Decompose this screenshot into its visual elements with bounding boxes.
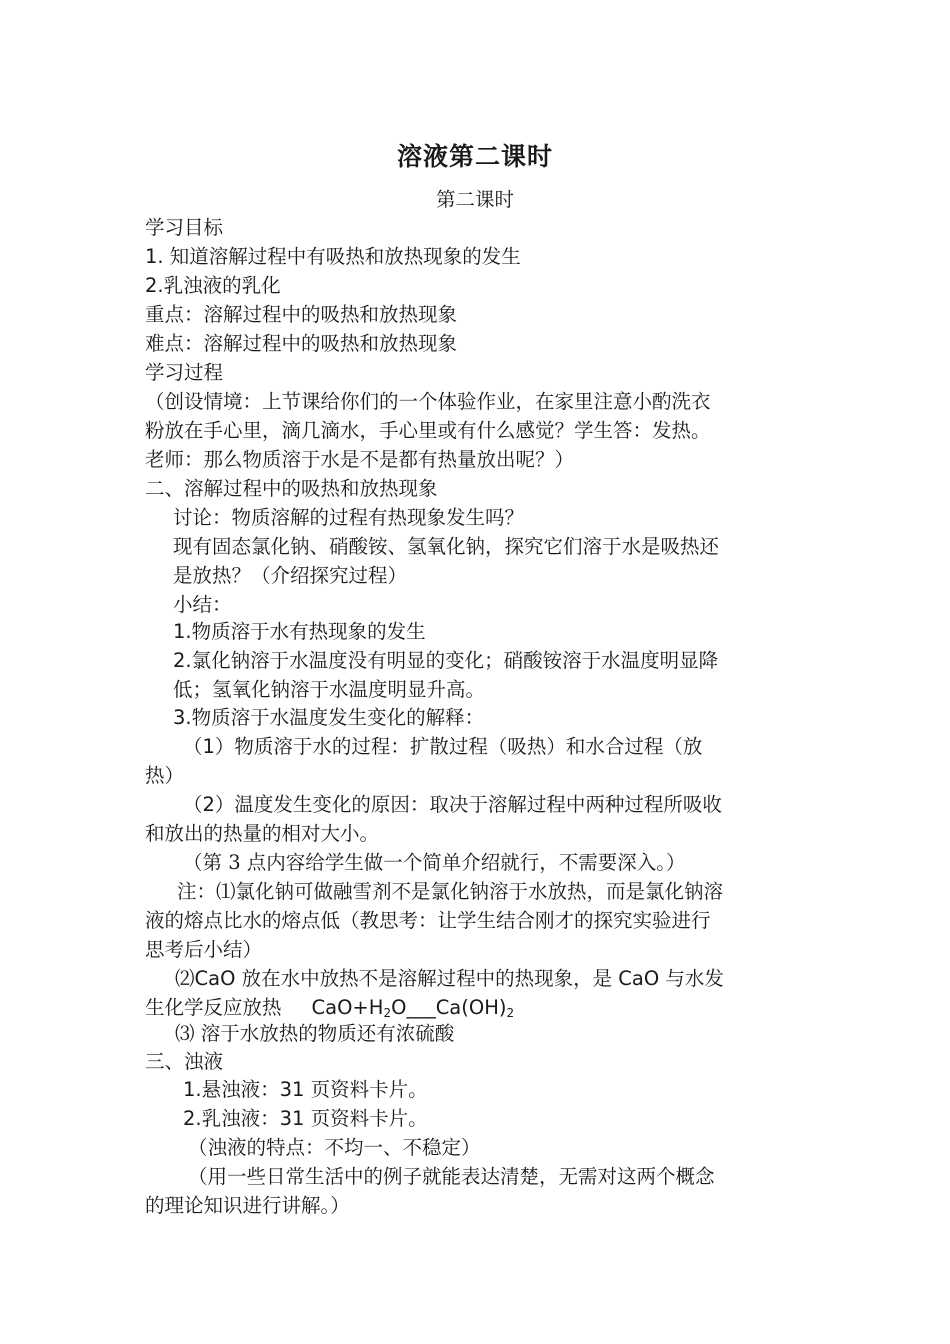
doc-subtitle: 第二课时 — [435, 188, 514, 211]
paragraph-line: 热） — [145, 764, 185, 787]
equation-product: Ca(OH) — [435, 996, 507, 1019]
paragraph-line: （用一些日常生活中的例子就能表达清楚，无需对这两个概念 — [188, 1165, 715, 1188]
summary-item-2: 2.氯化钠溶于水温度没有明显的变化；硝酸铵溶于水温度明显降 — [173, 649, 719, 672]
paragraph-line: 现有固态氯化钠、硝酸铵、氢氧化钠，探究它们溶于水是吸热还 — [173, 535, 720, 558]
paragraph-line: 是放热？（介绍探究过程） — [173, 564, 408, 587]
reaction-line — [145, 996, 514, 1020]
paragraph-line: 的理论知识进行讲解。） — [145, 1194, 350, 1217]
summary-item-3: 3.物质溶于水温度发生变化的解释： — [173, 706, 485, 729]
section-heading-process: 学习过程 — [145, 361, 224, 384]
objective-1: 1. 知道溶解过程中有吸热和放热现象的发生 — [145, 245, 521, 268]
note-2: ⑵CaO 放在水中放热不是溶解过程中的热现象，是 CaO 与水发 — [175, 967, 724, 990]
paragraph-line: （创设情境：上节课给你们的一个体验作业，在家里注意小酌洗衣 — [145, 390, 711, 413]
section-heading-objectives: 学习目标 — [145, 216, 224, 239]
section-heading-3: 三、浊液 — [145, 1050, 224, 1073]
list-item: 1.悬浊液：31 页资料卡片。 — [183, 1078, 428, 1101]
difficult-point: 难点：溶解过程中的吸热和放热现象 — [145, 332, 458, 355]
paragraph-line: （浊液的特点：不均一、不稳定） — [188, 1136, 481, 1159]
paragraph-line: 和放出的热量的相对大小。 — [145, 822, 380, 845]
paragraph-line: 思考后小结） — [145, 938, 263, 961]
paragraph-line: 讨论：物质溶解的过程有热现象发生吗？ — [173, 506, 525, 529]
section-heading-2: 二、溶解过程中的吸热和放热现象 — [145, 477, 438, 500]
list-item: 2.乳浊液：31 页资料卡片。 — [183, 1107, 428, 1130]
paragraph-line: 液的熔点比水的熔点低（教思考：让学生结合刚才的探究实验进行 — [145, 909, 711, 932]
objective-2: 2.乳浊液的乳化 — [145, 274, 281, 297]
paragraph-line: （2）温度发生变化的原因：取决于溶解过程中两种过程所吸收 — [183, 793, 722, 816]
doc-title: 溶液第二课时 — [396, 142, 553, 171]
equation-arrow: ___ — [406, 996, 436, 1019]
summary-item-1: 1.物质溶于水有热现象的发生 — [173, 620, 426, 643]
equation-reactants: O — [391, 996, 407, 1019]
equation-subscript: 2 — [383, 1006, 392, 1020]
key-point: 重点：溶解过程中的吸热和放热现象 — [145, 303, 458, 326]
summary-label: 小结： — [173, 593, 232, 616]
note-1: 注：⑴氯化钠可做融雪剂不是氯化钠溶于水放热，而是氯化钠溶 — [177, 880, 724, 903]
equation-reactants: CaO+H — [311, 996, 384, 1019]
paragraph-line: 低；氢氧化钠溶于水温度明显升高。 — [173, 678, 486, 701]
equation-subscript: 2 — [506, 1006, 515, 1020]
paragraph-line: （第 3 点内容给学生做一个简单介绍就行，不需要深入。） — [183, 851, 686, 874]
note-3: ⑶ 溶于水放热的物质还有浓硫酸 — [175, 1022, 455, 1045]
paragraph-line: （1）物质溶于水的过程：扩散过程（吸热）和水合过程（放 — [183, 735, 703, 758]
paragraph-line: 老师：那么物质溶于水是不是都有热量放出呢？） — [145, 448, 575, 471]
paragraph-line: 粉放在手心里，滴几滴水，手心里或有什么感觉？学生答：发热。 — [145, 419, 711, 442]
reaction-text: 生化学反应放热 — [145, 996, 282, 1019]
